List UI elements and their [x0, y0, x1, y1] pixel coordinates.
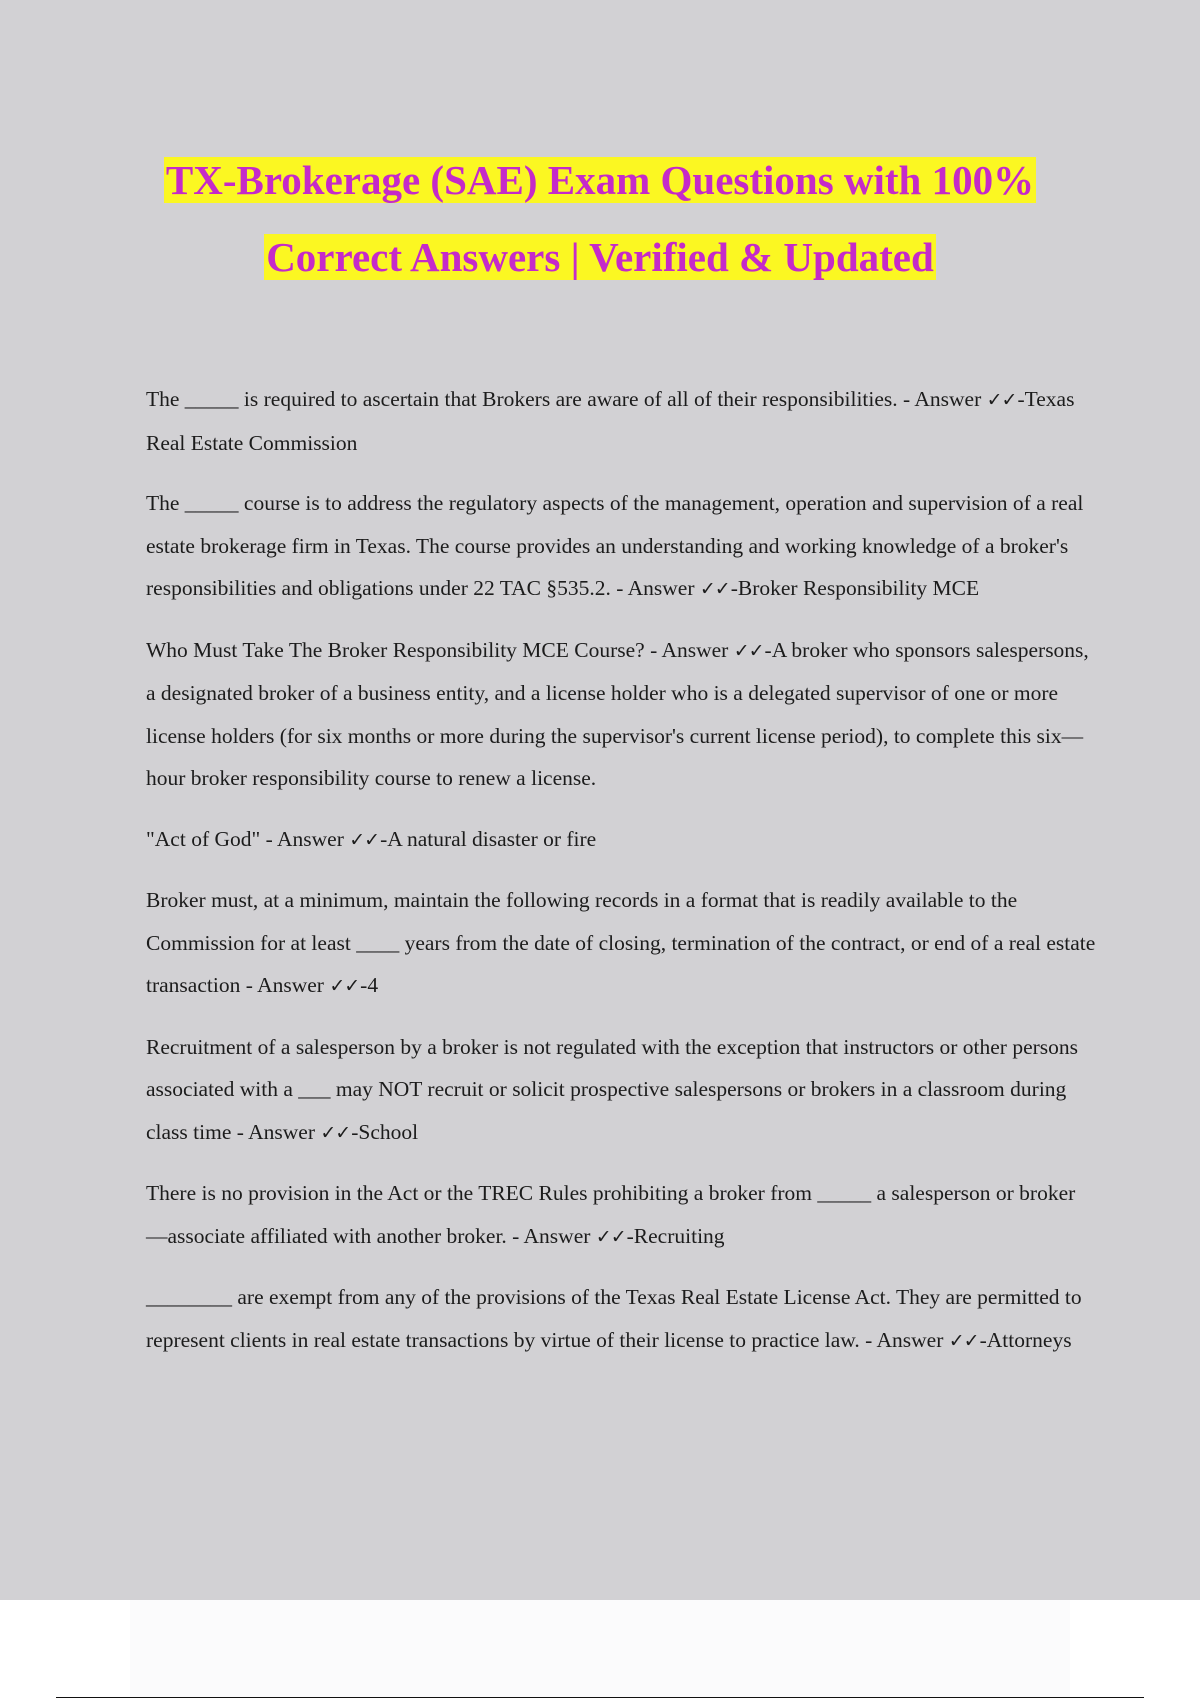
document-title — [120, 142, 1080, 296]
qa-item — [146, 1026, 1096, 1155]
question-text: The _____ is required to ascertain that Brokers are aware of all of their responsibilities. - — [146, 387, 915, 411]
answer-prefix: Answer — [277, 826, 350, 851]
double-check-icon: ✓✓ — [329, 975, 360, 997]
double-check-icon: ✓✓ — [595, 1225, 626, 1248]
answer-text: -Broker Responsibility MCE — [730, 576, 980, 600]
question-text: There is no provision in the Act or the TREC Rules prohibiting a broker from _____ a salesperson or broker—associate affiliated with another broker. - — [146, 1181, 1076, 1248]
question-text: The _____ course is to address the regulatory aspects of the management, operation and supervision of a real estate brokerage firm in Texas. The course provides an understanding and working knowledge of a broker's responsibilities and obligations under 22 TAC §535.2. - — [146, 491, 1084, 600]
answer-text: -A natural disaster or fire — [380, 826, 597, 851]
answer-text: -Attorneys — [979, 1327, 1072, 1352]
title-line-1: TX-Brokerage (SAE) Exam Questions with 100% — [165, 157, 1035, 203]
answer-prefix: Answer — [876, 1327, 949, 1352]
answer-text: -School — [351, 1119, 419, 1144]
double-check-icon: ✓✓ — [733, 639, 764, 662]
qa-item — [146, 1172, 1096, 1258]
double-check-icon: ✓✓ — [986, 389, 1017, 411]
question-text: Broker must, at a minimum, maintain the following records in a format that is readily available to the Commission for at least ____ years from the date of closing, termination of the contract, or end of a real estate transaction - — [146, 888, 1096, 997]
title-line-2: Correct Answers | Verified & Updated — [266, 234, 934, 280]
question-text: Who Must Take The Broker Responsibility MCE Course? - — [146, 637, 662, 662]
double-check-icon: ✓✓ — [320, 1121, 351, 1144]
double-check-icon: ✓✓ — [699, 578, 730, 600]
double-check-icon: ✓✓ — [948, 1329, 979, 1352]
answer-prefix: Answer — [257, 973, 330, 997]
answer-prefix: Answer — [248, 1119, 321, 1144]
answer-text: -Texas Real Estate Commission — [146, 387, 1075, 455]
qa-item — [146, 629, 1096, 800]
question-text: Recruitment of a salesperson by a broker is not regulated with the exception that instructors or other persons associated with a ___ may NOT recruit or solicit prospective salespersons or brokers in a classroom during class time - — [146, 1034, 1079, 1144]
answer-text: -4 — [360, 973, 379, 997]
qa-item — [146, 378, 1096, 464]
qa-item — [146, 1276, 1096, 1362]
qa-list — [146, 378, 1096, 1380]
question-text: "Act of God" - — [146, 826, 278, 851]
bottom-divider — [56, 1697, 1144, 1698]
next-page-preview — [130, 1600, 1070, 1698]
double-check-icon: ✓✓ — [349, 828, 380, 851]
question-text: ________ are exempt from any of the provisions of the Texas Real Estate License Act. They are permitted to represent clients in real estate transactions by virtue of their license to practice law. - — [146, 1285, 1082, 1352]
answer-text: -A broker who sponsors salespersons, a designated broker of a business entity, and a license holder who is a delegated supervisor of one or more license holders (for six months or more during the supervisor's current license period), to complete this six—hour broker responsibility course to renew a license. — [146, 637, 1089, 790]
answer-prefix: Answer — [523, 1223, 596, 1248]
qa-item — [146, 818, 1096, 862]
answer-prefix: Answer — [661, 637, 734, 662]
answer-prefix: Answer — [914, 387, 987, 411]
qa-item — [146, 482, 1096, 611]
qa-item — [146, 879, 1096, 1008]
answer-text: -Recruiting — [626, 1223, 725, 1248]
answer-prefix: Answer — [627, 576, 700, 600]
